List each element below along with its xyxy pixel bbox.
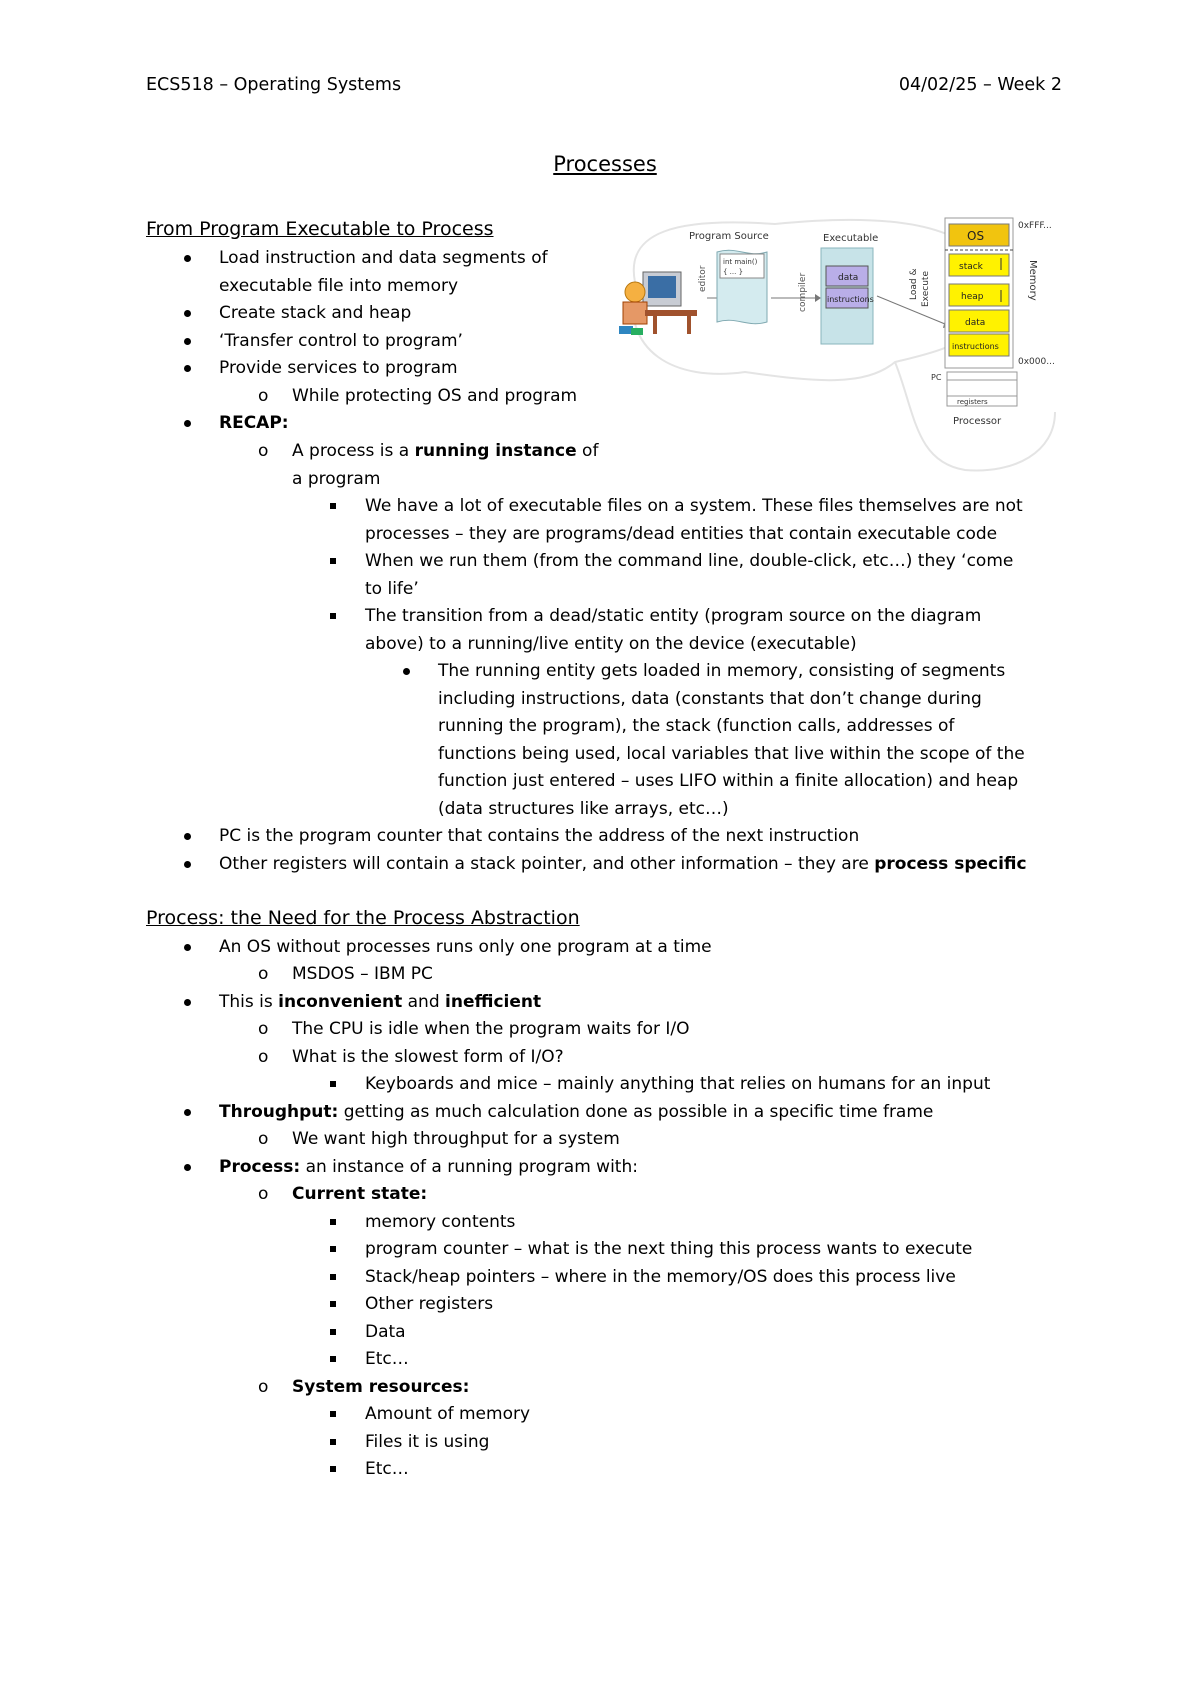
stack-label: stack (959, 262, 983, 272)
list-item: The running entity gets loaded in memory, consisting of segments (438, 661, 1006, 681)
list-item: This is inconvenient and inefficient (219, 992, 542, 1012)
header-course: ECS518 – Operating Systems (146, 75, 402, 95)
recap-label: RECAP: (219, 413, 289, 433)
program-source-label: Program Source (689, 231, 769, 242)
list-item-continuation: function just entered – uses LIFO within a finite allocation) and heap (438, 771, 1019, 791)
bullet-dot (184, 357, 191, 379)
arrow-head (815, 294, 821, 302)
bullet-square (330, 1403, 336, 1425)
bullet-dot (184, 1101, 191, 1123)
programmer-icon (619, 272, 697, 335)
list-item: Process: an instance of a running program with: (219, 1157, 638, 1177)
list-item: Current state: (292, 1184, 428, 1204)
header-date: 04/02/25 – Week 2 (898, 75, 1062, 95)
list-item: The CPU is idle when the program waits for I/O (292, 1019, 690, 1039)
bullet-dot (184, 936, 191, 958)
list-item-continuation: a program (292, 469, 381, 489)
bullet-o: o (258, 441, 269, 461)
exe-instructions-label: instructions (827, 295, 874, 304)
list-item: Amount of memory (365, 1404, 531, 1424)
list-item-continuation: to life’ (365, 579, 419, 599)
list-item: We want high throughput for a system (292, 1129, 620, 1149)
bullet-square (330, 1348, 336, 1370)
list-item: An OS without processes runs only one program at a time (219, 937, 712, 957)
list-item: Other registers (365, 1294, 494, 1314)
list-item: Etc… (365, 1349, 409, 1369)
list-item-continuation: executable file into memory (219, 276, 459, 296)
list-item: Other registers will contain a stack pointer, and other information – they are process specific (219, 854, 1027, 874)
list-item-continuation: (data structures like arrays, etc…) (438, 799, 729, 819)
load-execute-label-2: Execute (921, 271, 931, 307)
bullet-dot (184, 991, 191, 1013)
list-item-continuation: including instructions, data (constants that don’t change during (438, 689, 982, 709)
bullet-o: o (258, 1019, 269, 1039)
bullet-o: o (258, 1184, 269, 1204)
os-label: OS (967, 229, 985, 243)
exe-data-label: data (838, 273, 859, 283)
list-item: Stack/heap pointers – where in the memory/OS does this process live (365, 1267, 956, 1287)
list-item: PC is the program counter that contains the address of the next instruction (219, 826, 860, 846)
code-line-1: int main() (723, 258, 758, 266)
bullet-square (330, 1238, 336, 1260)
page-title: Processes (553, 152, 657, 176)
bullet-square (330, 495, 336, 517)
heap-label: heap (961, 292, 984, 302)
mem-data-label: data (965, 318, 986, 328)
bullet-dot (184, 1156, 191, 1178)
list-item: program counter – what is the next thing this process wants to execute (365, 1239, 973, 1259)
processor-label: Processor (953, 416, 1002, 427)
top-address: 0xFFF... (1018, 221, 1052, 231)
bullet-o: o (258, 1047, 269, 1067)
bullet-square (330, 605, 336, 627)
bullet-dot (184, 302, 191, 324)
bullet-dot (403, 660, 410, 682)
bullet-dot (184, 330, 191, 352)
list-item: Provide services to program (219, 358, 458, 378)
list-item: The transition from a dead/static entity (program source on the diagram (365, 606, 982, 626)
bullet-o: o (258, 1129, 269, 1149)
list-item-continuation: processes – they are programs/dead entities that contain executable code (365, 524, 998, 544)
bullet-o: o (258, 964, 269, 984)
bottom-address: 0x000... (1018, 357, 1055, 367)
list-item: Load instruction and data segments of (219, 248, 548, 268)
list-item: System resources: (292, 1377, 470, 1397)
executable-label: Executable (823, 233, 879, 244)
bullet-dot (184, 247, 191, 269)
list-item: memory contents (365, 1212, 516, 1232)
bullet-o: o (258, 386, 269, 406)
list-item: Keyboards and mice – mainly anything that relies on humans for an input (365, 1074, 991, 1094)
load-execute-label-1: Load & (909, 268, 919, 300)
mem-instructions-label: instructions (952, 342, 999, 351)
list-item: While protecting OS and program (292, 386, 578, 406)
section-heading-program-to-process: From Program Executable to Process (146, 218, 494, 240)
bullet-square (330, 1431, 336, 1453)
list-item: Throughput: getting as much calculation done as possible in a specific time frame (219, 1102, 934, 1122)
bullet-square (330, 1293, 336, 1315)
list-item: Files it is using (365, 1432, 490, 1452)
bullet-square (330, 1211, 336, 1233)
bullet-dot (184, 853, 191, 875)
list-item: Data (365, 1322, 406, 1342)
registers-label: registers (957, 398, 988, 406)
bullet-square (330, 1321, 336, 1343)
list-item: ‘Transfer control to program’ (219, 331, 463, 351)
bullet-square (330, 1073, 336, 1095)
bullet-dot (184, 825, 191, 847)
program-to-process-diagram (615, 212, 1065, 474)
code-line-2: { ... } (723, 268, 744, 276)
list-item: MSDOS – IBM PC (292, 964, 433, 984)
list-item-continuation: above) to a running/live entity on the device (executable) (365, 634, 857, 654)
bullet-square (330, 550, 336, 572)
list-item: Etc… (365, 1459, 409, 1479)
bullet-square (330, 1266, 336, 1288)
bullet-square (330, 1458, 336, 1480)
list-item: When we run them (from the command line, double-click, etc…) they ‘come (365, 551, 1014, 571)
pc-label: PC (931, 373, 942, 382)
section-heading-process-abstraction: Process: the Need for the Process Abstraction (146, 907, 580, 929)
bullet-dot (184, 412, 191, 434)
list-item: We have a lot of executable files on a system. These files themselves are not (365, 496, 1023, 516)
list-item: Create stack and heap (219, 303, 412, 323)
list-item-continuation: running the program), the stack (function calls, addresses of (438, 716, 955, 736)
list-item-continuation: functions being used, local variables that live within the scope of the (438, 744, 1025, 764)
memory-label: Memory (1027, 260, 1038, 301)
bullet-o: o (258, 1377, 269, 1397)
list-item: A process is a running instance of (292, 441, 599, 461)
compiler-label: compiler (798, 272, 808, 312)
editor-label: editor (698, 265, 708, 292)
list-item: What is the slowest form of I/O? (292, 1047, 564, 1067)
